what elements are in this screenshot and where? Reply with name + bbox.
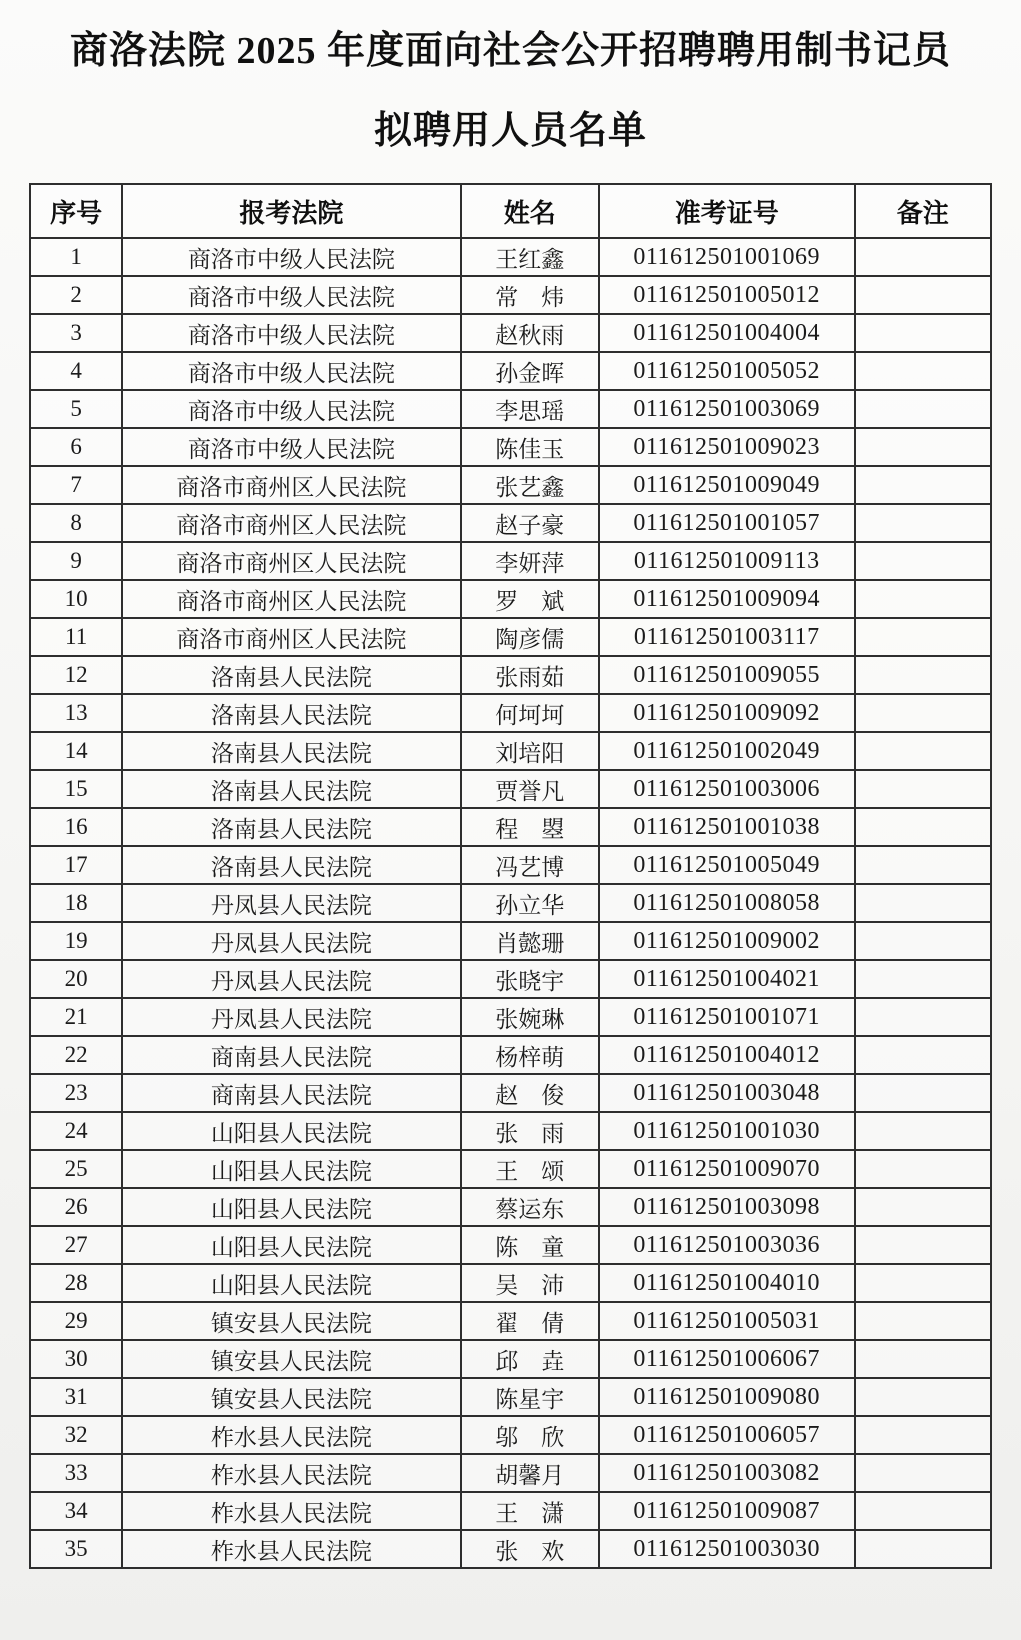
court-cell: 镇安县人民法院: [122, 1378, 460, 1416]
table-row: [30, 276, 991, 314]
ticket-number-cell: 011612501005052: [599, 352, 855, 390]
note-cell: [855, 314, 991, 352]
name-cell: 李妍萍: [461, 542, 599, 580]
note-cell: [855, 694, 991, 732]
table-row: [30, 1112, 991, 1150]
ticket-number-cell: 011612501003036: [599, 1226, 855, 1264]
court-cell: 商南县人民法院: [122, 1074, 460, 1112]
name-cell: 张婉琳: [461, 998, 599, 1036]
court-cell: 商洛市商州区人民法院: [122, 504, 460, 542]
name-cell: 杨梓萌: [461, 1036, 599, 1074]
court-cell: 洛南县人民法院: [122, 846, 460, 884]
ticket-number-cell: 011612501009002: [599, 922, 855, 960]
name-cell: 邱 垚: [461, 1340, 599, 1378]
table-row: [30, 846, 991, 884]
ticket-number-cell: 011612501005031: [599, 1302, 855, 1340]
court-cell: 丹凤县人民法院: [122, 884, 460, 922]
table-row: [30, 732, 991, 770]
court-cell: 商洛市商州区人民法院: [122, 542, 460, 580]
table-row: [30, 390, 991, 428]
court-cell: 山阳县人民法院: [122, 1226, 460, 1264]
name-cell: 张艺鑫: [461, 466, 599, 504]
table-row: [30, 1416, 991, 1454]
header-ticket-number: 准考证号: [599, 184, 855, 238]
table-row: [30, 1302, 991, 1340]
table-row: [30, 694, 991, 732]
note-cell: [855, 466, 991, 504]
name-cell: 刘培阳: [461, 732, 599, 770]
note-cell: [855, 1340, 991, 1378]
table-row: [30, 580, 991, 618]
court-cell: 洛南县人民法院: [122, 770, 460, 808]
court-cell: 丹凤县人民法院: [122, 960, 460, 998]
serial-number-cell: 7: [30, 466, 122, 504]
ticket-number-cell: 011612501006067: [599, 1340, 855, 1378]
note-cell: [855, 922, 991, 960]
header-row: [30, 184, 991, 238]
serial-number-cell: 23: [30, 1074, 122, 1112]
ticket-number-cell: 011612501003048: [599, 1074, 855, 1112]
ticket-number-cell: 011612501003006: [599, 770, 855, 808]
note-cell: [855, 656, 991, 694]
table-body: [30, 238, 991, 1568]
table-row: [30, 1264, 991, 1302]
court-cell: 商洛市中级人民法院: [122, 390, 460, 428]
name-cell: 张晓宇: [461, 960, 599, 998]
court-cell: 商洛市商州区人民法院: [122, 580, 460, 618]
court-cell: 丹凤县人民法院: [122, 998, 460, 1036]
table-row: [30, 1492, 991, 1530]
court-cell: 山阳县人民法院: [122, 1264, 460, 1302]
name-cell: 邬 欣: [461, 1416, 599, 1454]
ticket-number-cell: 011612501002049: [599, 732, 855, 770]
table-row: [30, 1188, 991, 1226]
ticket-number-cell: 011612501004012: [599, 1036, 855, 1074]
serial-number-cell: 4: [30, 352, 122, 390]
note-cell: [855, 846, 991, 884]
name-cell: 陈佳玉: [461, 428, 599, 466]
serial-number-cell: 30: [30, 1340, 122, 1378]
court-cell: 柞水县人民法院: [122, 1492, 460, 1530]
ticket-number-cell: 011612501003069: [599, 390, 855, 428]
serial-number-cell: 32: [30, 1416, 122, 1454]
ticket-number-cell: 011612501009087: [599, 1492, 855, 1530]
ticket-number-cell: 011612501001071: [599, 998, 855, 1036]
court-cell: 商洛市商州区人民法院: [122, 466, 460, 504]
table-row: [30, 1226, 991, 1264]
serial-number-cell: 19: [30, 922, 122, 960]
table-row: [30, 504, 991, 542]
serial-number-cell: 28: [30, 1264, 122, 1302]
ticket-number-cell: 011612501009080: [599, 1378, 855, 1416]
note-cell: [855, 238, 991, 276]
note-cell: [855, 1454, 991, 1492]
court-cell: 商洛市中级人民法院: [122, 238, 460, 276]
name-cell: 罗 斌: [461, 580, 599, 618]
name-cell: 赵 俊: [461, 1074, 599, 1112]
table-row: [30, 1454, 991, 1492]
court-cell: 柞水县人民法院: [122, 1530, 460, 1568]
note-cell: [855, 1492, 991, 1530]
court-cell: 商洛市中级人民法院: [122, 428, 460, 466]
ticket-number-cell: 011612501005012: [599, 276, 855, 314]
note-cell: [855, 390, 991, 428]
note-cell: [855, 1188, 991, 1226]
document-title-line2: 拟聘用人员名单: [373, 109, 647, 152]
serial-number-cell: 26: [30, 1188, 122, 1226]
table-row: [30, 238, 991, 276]
ticket-number-cell: 011612501005049: [599, 846, 855, 884]
name-cell: 张 雨: [461, 1112, 599, 1150]
table-row: [30, 618, 991, 656]
serial-number-cell: 22: [30, 1036, 122, 1074]
serial-number-cell: 20: [30, 960, 122, 998]
ticket-number-cell: 011612501004004: [599, 314, 855, 352]
name-cell: 陈星宇: [461, 1378, 599, 1416]
name-cell: 陶彦儒: [461, 618, 599, 656]
serial-number-cell: 9: [30, 542, 122, 580]
serial-number-cell: 24: [30, 1112, 122, 1150]
table-row: [30, 542, 991, 580]
name-cell: 冯艺博: [461, 846, 599, 884]
note-cell: [855, 1112, 991, 1150]
ticket-number-cell: 011612501001038: [599, 808, 855, 846]
court-cell: 山阳县人民法院: [122, 1188, 460, 1226]
serial-number-cell: 11: [30, 618, 122, 656]
court-cell: 商洛市中级人民法院: [122, 314, 460, 352]
name-cell: 王 颂: [461, 1150, 599, 1188]
serial-number-cell: 15: [30, 770, 122, 808]
serial-number-cell: 3: [30, 314, 122, 352]
note-cell: [855, 276, 991, 314]
hire-roster-table: [29, 183, 992, 1569]
court-cell: 镇安县人民法院: [122, 1340, 460, 1378]
court-cell: 洛南县人民法院: [122, 656, 460, 694]
ticket-number-cell: 011612501009055: [599, 656, 855, 694]
ticket-number-cell: 011612501008058: [599, 884, 855, 922]
note-cell: [855, 1074, 991, 1112]
header-note: 备注: [855, 184, 991, 238]
serial-number-cell: 16: [30, 808, 122, 846]
table-row: [30, 1074, 991, 1112]
note-cell: [855, 618, 991, 656]
serial-number-cell: 25: [30, 1150, 122, 1188]
name-cell: 何坷坷: [461, 694, 599, 732]
note-cell: [855, 352, 991, 390]
ticket-number-cell: 011612501003030: [599, 1530, 855, 1568]
name-cell: 陈 童: [461, 1226, 599, 1264]
ticket-number-cell: 011612501001069: [599, 238, 855, 276]
ticket-number-cell: 011612501001057: [599, 504, 855, 542]
note-cell: [855, 998, 991, 1036]
table-header: [30, 184, 991, 238]
name-cell: 赵秋雨: [461, 314, 599, 352]
name-cell: 张雨茹: [461, 656, 599, 694]
serial-number-cell: 29: [30, 1302, 122, 1340]
name-cell: 吴 沛: [461, 1264, 599, 1302]
table-row: [30, 960, 991, 998]
serial-number-cell: 8: [30, 504, 122, 542]
name-cell: 王红鑫: [461, 238, 599, 276]
table-row: [30, 314, 991, 352]
name-cell: 李思瑶: [461, 390, 599, 428]
serial-number-cell: 13: [30, 694, 122, 732]
note-cell: [855, 1036, 991, 1074]
header-serial-number: 序号: [30, 184, 122, 238]
court-cell: 丹凤县人民法院: [122, 922, 460, 960]
serial-number-cell: 6: [30, 428, 122, 466]
note-cell: [855, 1264, 991, 1302]
ticket-number-cell: 011612501003098: [599, 1188, 855, 1226]
note-cell: [855, 1530, 991, 1568]
court-cell: 山阳县人民法院: [122, 1112, 460, 1150]
table-row: [30, 808, 991, 846]
note-cell: [855, 504, 991, 542]
court-cell: 商洛市商州区人民法院: [122, 618, 460, 656]
ticket-number-cell: 011612501004021: [599, 960, 855, 998]
table-row: [30, 1150, 991, 1188]
note-cell: [855, 1226, 991, 1264]
court-cell: 商洛市中级人民法院: [122, 276, 460, 314]
table-row: [30, 770, 991, 808]
note-cell: [855, 428, 991, 466]
table-row: [30, 1036, 991, 1074]
name-cell: 孙立华: [461, 884, 599, 922]
serial-number-cell: 10: [30, 580, 122, 618]
note-cell: [855, 732, 991, 770]
name-cell: 孙金晖: [461, 352, 599, 390]
court-cell: 洛南县人民法院: [122, 694, 460, 732]
note-cell: [855, 580, 991, 618]
serial-number-cell: 12: [30, 656, 122, 694]
note-cell: [855, 1416, 991, 1454]
court-cell: 柞水县人民法院: [122, 1416, 460, 1454]
serial-number-cell: 17: [30, 846, 122, 884]
note-cell: [855, 884, 991, 922]
name-cell: 张 欢: [461, 1530, 599, 1568]
serial-number-cell: 33: [30, 1454, 122, 1492]
ticket-number-cell: 011612501003117: [599, 618, 855, 656]
ticket-number-cell: 011612501006057: [599, 1416, 855, 1454]
court-cell: 商洛市中级人民法院: [122, 352, 460, 390]
note-cell: [855, 1302, 991, 1340]
header-name: 姓名: [461, 184, 599, 238]
ticket-number-cell: 011612501001030: [599, 1112, 855, 1150]
serial-number-cell: 18: [30, 884, 122, 922]
ticket-number-cell: 011612501009023: [599, 428, 855, 466]
name-cell: 常 炜: [461, 276, 599, 314]
name-cell: 翟 倩: [461, 1302, 599, 1340]
name-cell: 王 潇: [461, 1492, 599, 1530]
name-cell: 肖懿珊: [461, 922, 599, 960]
court-cell: 洛南县人民法院: [122, 808, 460, 846]
ticket-number-cell: 011612501004010: [599, 1264, 855, 1302]
table-row: [30, 922, 991, 960]
note-cell: [855, 770, 991, 808]
ticket-number-cell: 011612501009049: [599, 466, 855, 504]
serial-number-cell: 35: [30, 1530, 122, 1568]
note-cell: [855, 1150, 991, 1188]
table-row: [30, 998, 991, 1036]
note-cell: [855, 808, 991, 846]
ticket-number-cell: 011612501009092: [599, 694, 855, 732]
serial-number-cell: 31: [30, 1378, 122, 1416]
court-cell: 洛南县人民法院: [122, 732, 460, 770]
name-cell: 蔡运东: [461, 1188, 599, 1226]
serial-number-cell: 14: [30, 732, 122, 770]
table-row: [30, 428, 991, 466]
serial-number-cell: 27: [30, 1226, 122, 1264]
document-title-line1: 商洛法院 2025 年度面向社会公开招聘聘用制书记员: [69, 30, 951, 72]
ticket-number-cell: 011612501009070: [599, 1150, 855, 1188]
ticket-number-cell: 011612501009113: [599, 542, 855, 580]
serial-number-cell: 1: [30, 238, 122, 276]
table-row: [30, 1378, 991, 1416]
court-cell: 镇安县人民法院: [122, 1302, 460, 1340]
name-cell: 程 曌: [461, 808, 599, 846]
serial-number-cell: 5: [30, 390, 122, 428]
court-cell: 柞水县人民法院: [122, 1454, 460, 1492]
serial-number-cell: 21: [30, 998, 122, 1036]
ticket-number-cell: 011612501003082: [599, 1454, 855, 1492]
table-row: [30, 466, 991, 504]
note-cell: [855, 1378, 991, 1416]
name-cell: 胡馨月: [461, 1454, 599, 1492]
ticket-number-cell: 011612501009094: [599, 580, 855, 618]
court-cell: 商南县人民法院: [122, 1036, 460, 1074]
name-cell: 赵子豪: [461, 504, 599, 542]
header-court: 报考法院: [122, 184, 460, 238]
table-row: [30, 1530, 991, 1568]
serial-number-cell: 34: [30, 1492, 122, 1530]
table-row: [30, 884, 991, 922]
table-row: [30, 656, 991, 694]
court-cell: 山阳县人民法院: [122, 1150, 460, 1188]
name-cell: 贾誉凡: [461, 770, 599, 808]
table-row: [30, 352, 991, 390]
serial-number-cell: 2: [30, 276, 122, 314]
note-cell: [855, 960, 991, 998]
table-row: [30, 1340, 991, 1378]
note-cell: [855, 542, 991, 580]
